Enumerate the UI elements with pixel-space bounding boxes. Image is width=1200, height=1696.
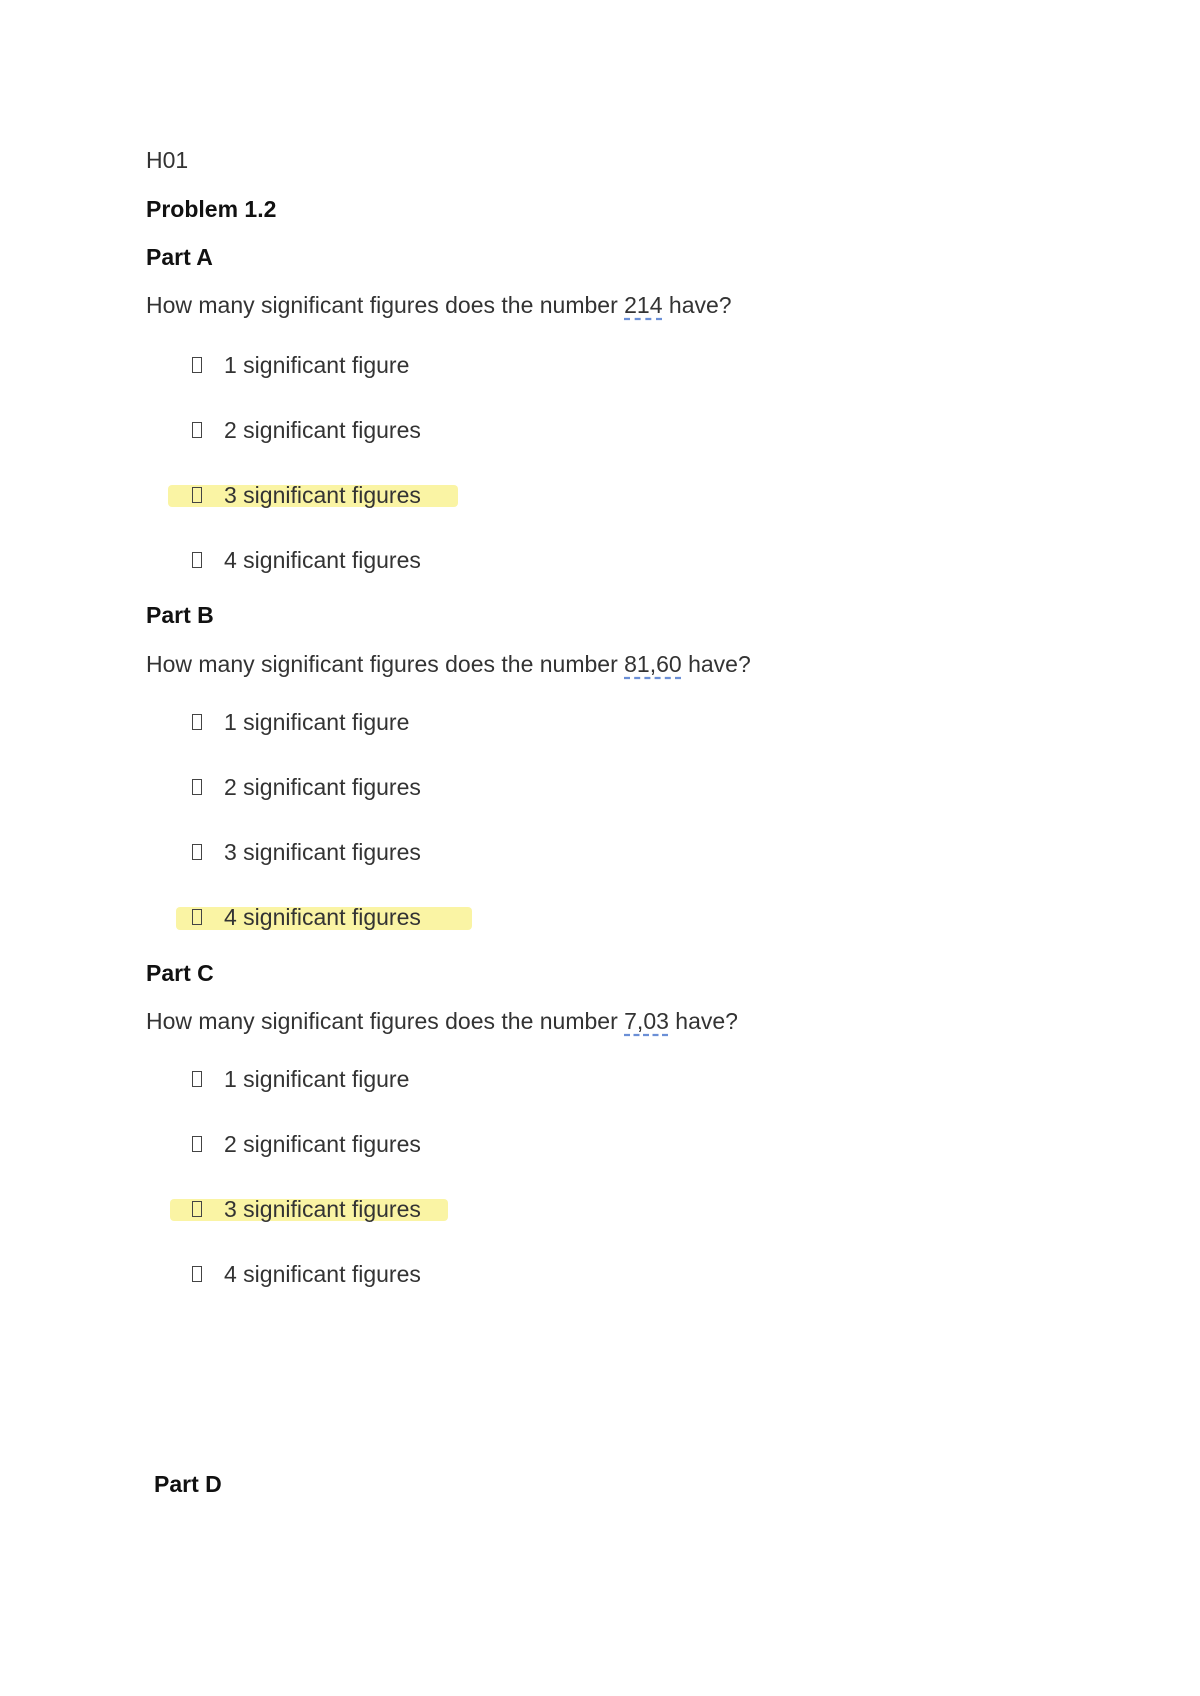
question-suffix: have?	[668, 1008, 738, 1034]
part-b-option-2[interactable]	[192, 773, 421, 801]
part-c-question	[146, 1007, 738, 1035]
option-label: 2 significant figures	[224, 416, 421, 443]
part-a-option-2[interactable]	[192, 416, 421, 444]
checkbox-icon[interactable]	[192, 1136, 202, 1152]
option-label: 2 significant figures	[224, 773, 421, 800]
question-number: 214	[624, 292, 663, 318]
option-label: 4 significant figures	[224, 903, 421, 930]
question-prefix: How many significant figures does the number	[146, 651, 625, 677]
part-a-title: Part A	[146, 244, 213, 270]
question-suffix: have?	[681, 651, 751, 677]
part-c-option-3[interactable]	[192, 1195, 421, 1223]
option-label: 1 significant figure	[224, 351, 410, 378]
option-label: 3 significant figures	[224, 838, 421, 865]
checkbox-icon[interactable]	[192, 1071, 202, 1087]
part-a-option-4[interactable]	[192, 546, 421, 574]
option-label: 3 significant figures	[224, 481, 421, 508]
part-b-title: Part B	[146, 602, 214, 628]
part-b-option-4[interactable]	[192, 903, 421, 931]
checkbox-icon[interactable]	[192, 1201, 202, 1217]
document-code: H01	[146, 147, 189, 173]
checkbox-icon[interactable]	[192, 422, 202, 438]
checkbox-icon[interactable]	[192, 552, 202, 568]
option-label: 2 significant figures	[224, 1130, 421, 1157]
part-a-question	[146, 291, 732, 319]
checkbox-icon[interactable]	[192, 714, 202, 730]
checkbox-icon[interactable]	[192, 487, 202, 503]
question-number: 81,60	[624, 651, 682, 677]
problem-title: Problem 1.2	[146, 196, 277, 222]
checkbox-icon[interactable]	[192, 909, 202, 925]
part-c-title: Part C	[146, 960, 214, 986]
checkbox-icon[interactable]	[192, 844, 202, 860]
part-b-question	[146, 650, 751, 678]
checkbox-icon[interactable]	[192, 1266, 202, 1282]
question-prefix: How many significant figures does the number	[146, 292, 625, 318]
option-label: 4 significant figures	[224, 1260, 421, 1287]
part-b-option-3[interactable]	[192, 838, 421, 866]
option-label: 3 significant figures	[224, 1195, 421, 1222]
checkbox-icon[interactable]	[192, 779, 202, 795]
option-label: 4 significant figures	[224, 546, 421, 573]
option-label: 1 significant figure	[224, 1065, 410, 1092]
part-a-option-3[interactable]	[192, 481, 421, 509]
question-prefix: How many significant figures does the number	[146, 1008, 625, 1034]
part-c-option-2[interactable]	[192, 1130, 421, 1158]
checkbox-icon[interactable]	[192, 357, 202, 373]
part-c-option-4[interactable]	[192, 1260, 421, 1288]
part-d-title: Part D	[154, 1471, 222, 1497]
question-number: 7,03	[624, 1008, 669, 1034]
question-suffix: have?	[662, 292, 732, 318]
part-a-option-1[interactable]	[192, 351, 409, 379]
part-c-option-1[interactable]	[192, 1065, 409, 1093]
part-b-option-1[interactable]	[192, 708, 409, 736]
option-label: 1 significant figure	[224, 708, 410, 735]
